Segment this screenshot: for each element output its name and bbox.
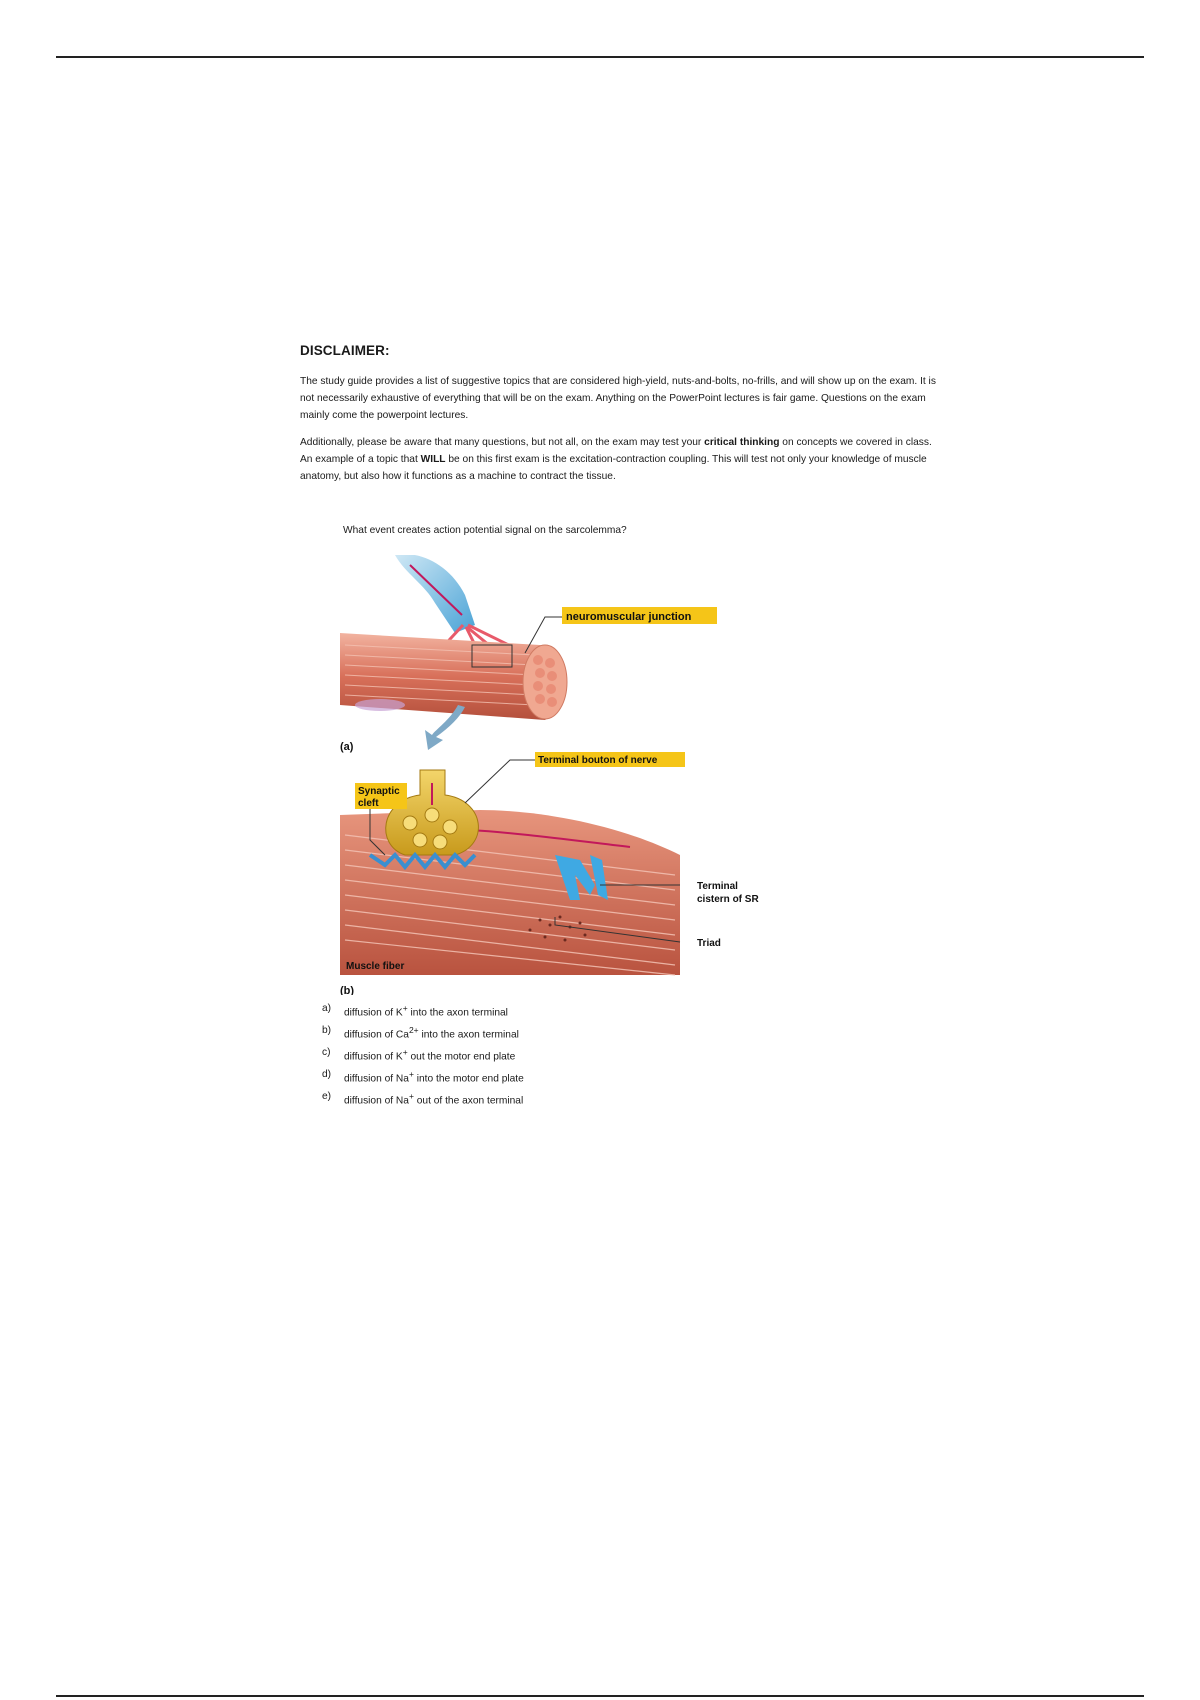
choice-text-pre: diffusion of K <box>344 1007 403 1019</box>
choice-text-pre: diffusion of Ca <box>344 1029 409 1041</box>
bouton-label: Terminal bouton of nerve <box>538 755 658 766</box>
choice-text <box>344 1000 508 1022</box>
choice-superscript: + <box>402 1003 408 1013</box>
bouton-leader-line <box>465 760 535 803</box>
choice-superscript: + <box>408 1090 414 1101</box>
choice-text <box>344 1044 515 1066</box>
choice-text-post: into the axon terminal <box>418 1029 519 1041</box>
choice-superscript: + <box>408 1068 414 1079</box>
label-b: (b) <box>340 985 355 995</box>
cistern-label-line1: Terminal <box>697 881 738 892</box>
disclaimer-title: DISCLAIMER: <box>300 343 390 358</box>
choice-d <box>322 1066 524 1088</box>
side-cell <box>355 699 405 711</box>
bundle-cross-section <box>523 645 567 719</box>
panel-a-illustration <box>340 555 717 753</box>
paragraph-2-bold-will: WILL <box>420 454 446 465</box>
disclaimer-paragraph-1: The study guide provides a list of suggestive topics that are considered high-yield, nuts-and-bolts, no-frills, and will show up on the exam. It is not necessarily exhaustive of everything that will be on the exam. Anything on the PowerPoint lectures is fair game. Questions on the exam mainly come the powerpoint lectures. <box>300 376 936 421</box>
triad-label: Triad <box>697 938 721 949</box>
paragraph-2-text-2: on concepts we covered in class. An example of a topic that <box>300 437 932 465</box>
choice-c <box>322 1044 524 1066</box>
panel-b-illustration <box>340 752 759 995</box>
choice-superscript: + <box>402 1046 408 1057</box>
disclaimer-paragraph-2 <box>300 434 940 485</box>
nmj-label: neuromuscular junction <box>566 611 692 623</box>
choice-letter: d) <box>322 1068 332 1080</box>
top-rule <box>56 56 1144 58</box>
label-a: (a) <box>340 741 354 753</box>
question-text: What event creates action potential signal on the sarcolemma? <box>343 525 627 536</box>
choice-b <box>322 1022 524 1044</box>
answer-choices <box>322 1000 524 1109</box>
choice-text-post: into the motor end plate <box>413 1073 524 1085</box>
choice-text <box>344 1088 523 1110</box>
choice-text-pre: diffusion of Na <box>344 1073 409 1085</box>
choice-text-post: out of the axon terminal <box>413 1094 524 1106</box>
choice-letter: e) <box>322 1090 332 1102</box>
choice-letter: c) <box>322 1046 331 1058</box>
paragraph-2-text-3: be on this first exam is the excitation-contraction coupling. This will test not only your knowledge of muscle anatomy, but also how it functions as a machine to contract the tissue. <box>300 454 927 482</box>
cistern-label-line2: cistern of SR <box>697 894 759 905</box>
muscle-nmj-illustration <box>340 555 800 995</box>
nerve-axon <box>395 555 475 633</box>
synaptic-label-line1: Synaptic <box>358 786 400 797</box>
bottom-rule <box>56 1695 1144 1697</box>
choice-superscript: 2+ <box>408 1024 419 1035</box>
choice-text-pre: diffusion of Na <box>344 1094 409 1106</box>
muscle-fiber-label: Muscle fiber <box>346 961 405 972</box>
choice-text <box>344 1022 519 1044</box>
choice-text-post: into the axon terminal <box>407 1007 508 1019</box>
paragraph-2-bold-critical: critical thinking <box>704 437 780 448</box>
choice-a <box>322 1000 524 1022</box>
synaptic-label-line2: cleft <box>358 798 379 809</box>
choice-letter: b) <box>322 1024 332 1036</box>
choice-text-post: out the motor end plate <box>407 1051 516 1063</box>
choice-text-pre: diffusion of K <box>344 1051 403 1063</box>
choice-e <box>322 1088 524 1110</box>
paragraph-2-text-1: Additionally, please be aware that many questions, but not all, on the exam may test your <box>300 437 705 448</box>
choice-text <box>344 1066 524 1088</box>
choice-letter: a) <box>322 1003 332 1014</box>
